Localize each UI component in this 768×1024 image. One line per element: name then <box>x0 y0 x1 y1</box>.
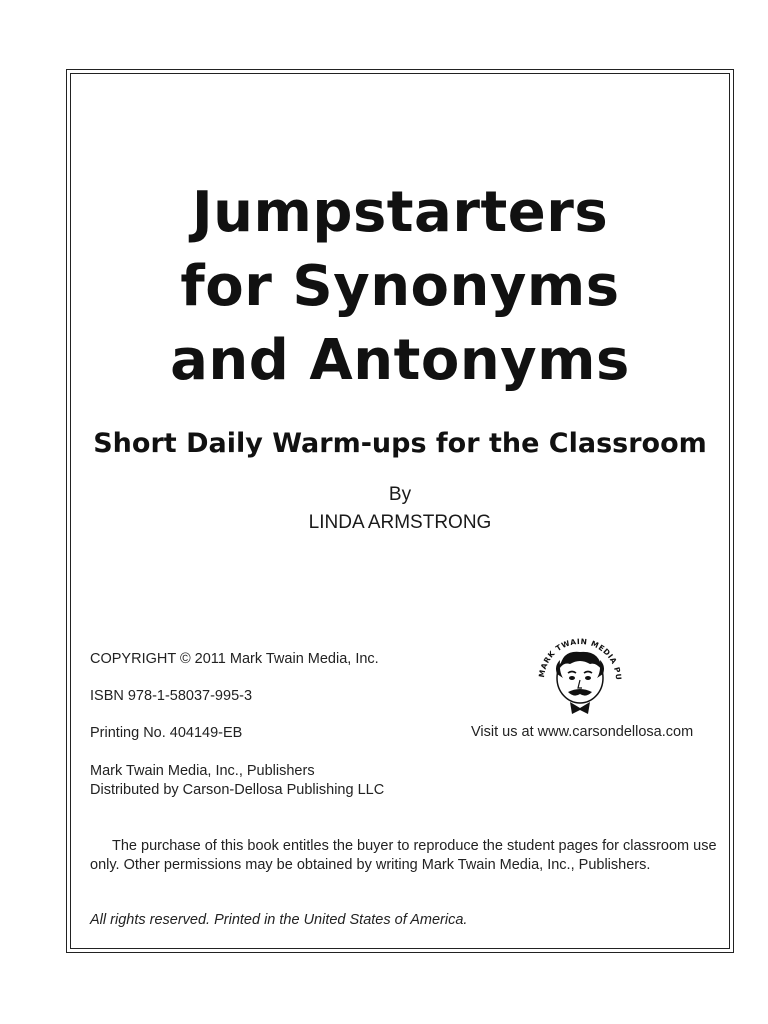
purchase-note <box>90 837 720 875</box>
printing-number: Printing No. 404149-EB <box>90 725 243 741</box>
title-line-1: Jumpstarters <box>191 180 609 245</box>
author-name: LINDA ARMSTRONG <box>308 512 492 533</box>
by-label: By <box>388 484 412 505</box>
purchase-note-text: The purchase of this book entitles the buyer to reproduce the student pages for classroom use only. Other permissions may be obtained by writing Mark Twain Media, Inc., Publishers. <box>90 838 717 873</box>
publisher-info <box>90 762 384 800</box>
title-line-3: and Antonyms <box>170 328 630 393</box>
website-line: Visit us at www.carsondellosa.com <box>471 724 694 740</box>
rights-statement: All rights reserved. Printed in the United States of America. <box>90 912 468 928</box>
publisher-line-1: Mark Twain Media, Inc., Publishers <box>90 763 315 779</box>
title-line-2: for Synonyms <box>180 254 620 319</box>
publisher-line-2: Distributed by Carson-Dellosa Publishing LLC <box>90 782 385 798</box>
copyright-line: COPYRIGHT © 2011 Mark Twain Media, Inc. <box>90 651 379 667</box>
book-subtitle: Short Daily Warm-ups for the Classroom <box>93 428 707 459</box>
mark-twain-portrait-seal-icon <box>530 628 630 720</box>
isbn-line: ISBN 978-1-58037-995-3 <box>90 688 253 704</box>
book-title <box>70 176 730 398</box>
logo-ring-text: MARK TWAIN MEDIA PU <box>536 636 624 681</box>
